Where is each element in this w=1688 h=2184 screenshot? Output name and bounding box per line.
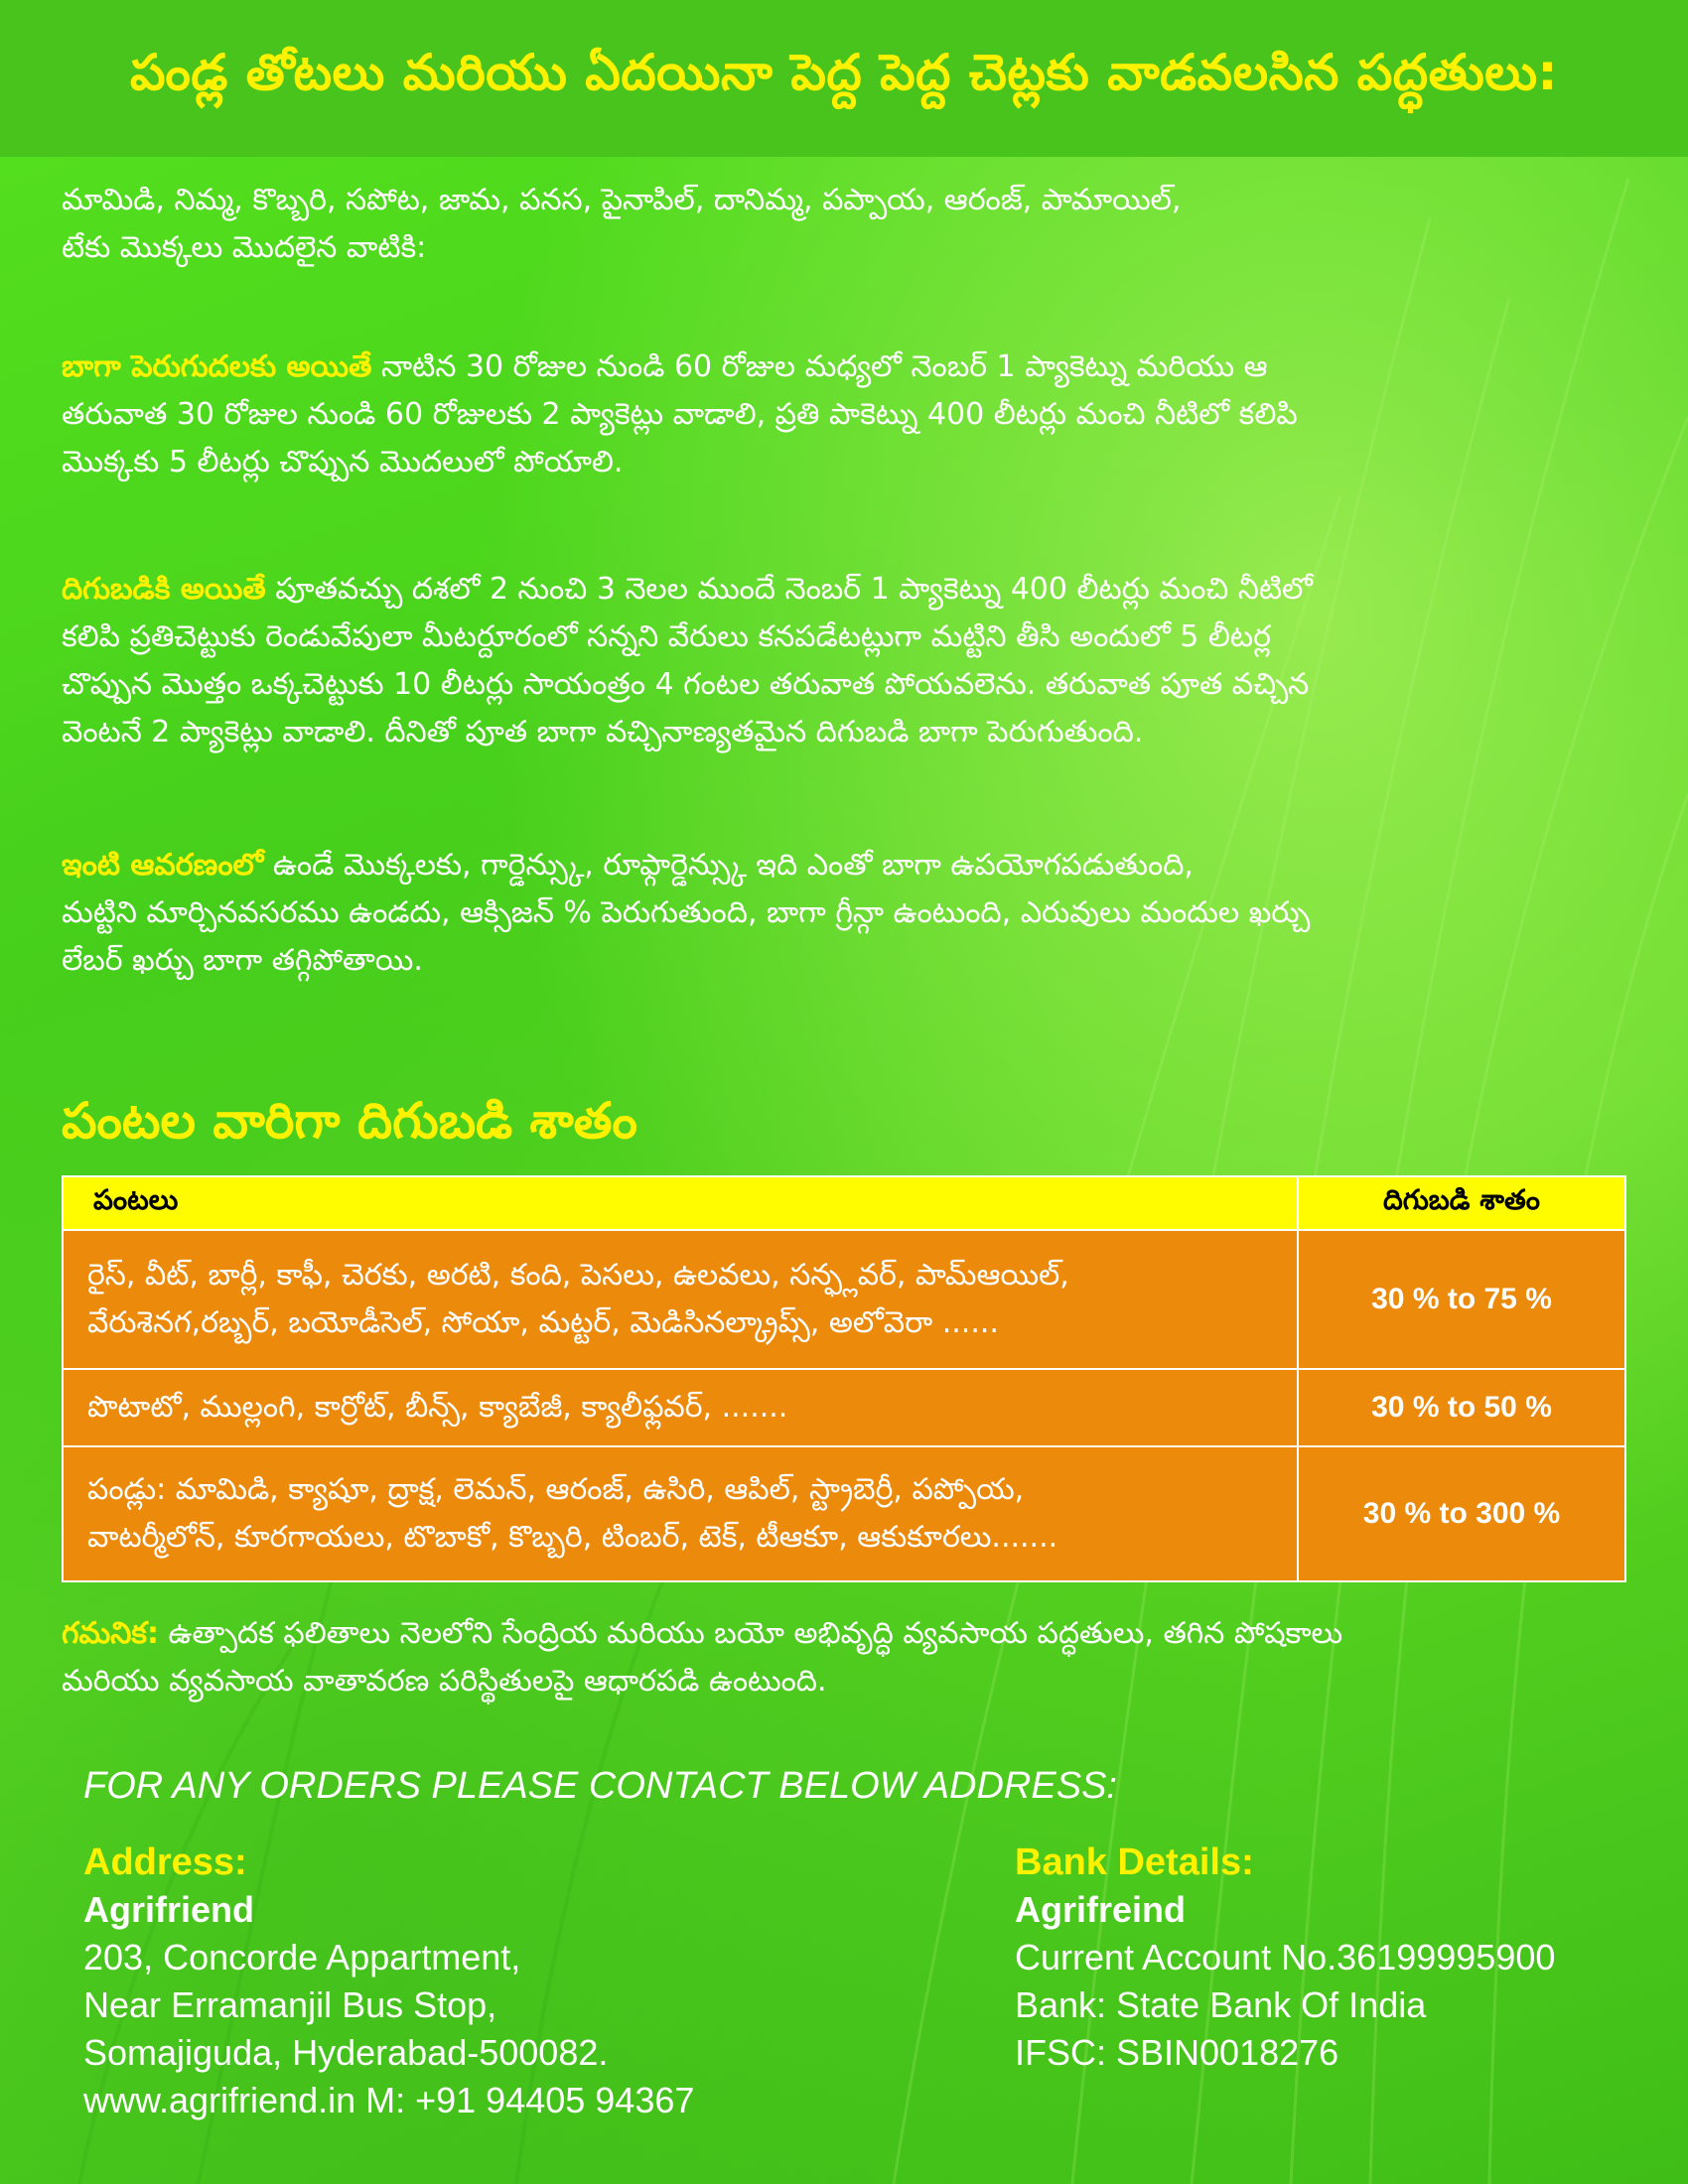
growth-line: నాటిన 30 రోజుల నుండి 60 రోజుల మధ్యలో నెంబర్ 1 ప్యాకెట్ను మరియు ఆ [371, 349, 1268, 384]
note-line: ఉత్పాదక ఫలితాలు నెలలోని సేంద్రియ మరియు బయో అభివృద్ధి వ్యవసాయ పద్ధతులు, తగిన పోషకాలు [158, 1616, 1343, 1651]
home-line: ఉండే మొక్కలకు, గార్డెన్స్కు, రూఫ్గార్డెన్స్కు ఇది ఎంతో బాగా ఉపయోగపడుతుంది, [263, 848, 1194, 883]
bank-line: IFSC: SBIN0018276 [1015, 2032, 1339, 2073]
website-phone: www.agrifriend.in M: +91 94405 94367 [83, 2080, 695, 2120]
growth-line: మొక్కకు 5 లీటర్లు చొప్పున మొదలులో పోయాలి. [62, 445, 624, 479]
yield-percent-cell: 30 % to 300 % [1298, 1446, 1625, 1581]
crops-line: వాటర్మీలోన్, కూరగాయలు, టొబాకో, కొబ్బరి, టింబర్, టెక్, టీఆకూ, ఆకుకూరలు....... [87, 1520, 1058, 1555]
home-paragraph [62, 842, 1650, 985]
crops-cell [63, 1369, 1298, 1446]
address-line: Near Erramanjil Bus Stop, [83, 1984, 497, 2025]
column-header-crops: పంటలు [63, 1176, 1298, 1230]
table-row [63, 1446, 1625, 1581]
crops-line: రైస్, వీట్, బార్లీ, కాఫీ, చెరకు, అరటి, కంది, పెసలు, ఉలవలు, సన్ఫ్లవర్, పామ్ఆయిల్, [87, 1258, 1069, 1293]
contact-heading: FOR ANY ORDERS PLEASE CONTACT BELOW ADDRESS: [83, 1765, 1117, 1807]
address-company: Agrifriend [83, 1889, 255, 1930]
table-header-row [63, 1176, 1625, 1230]
note-label: గమనిక: [62, 1616, 159, 1651]
growth-highlight: బాగా పెరుగుదలకు అయితే [62, 349, 372, 384]
title-bar [0, 0, 1688, 157]
yield-line: పూతవచ్చు దశలో 2 నుంచి 3 నెలల ముందే నెంబర్ 1 ప్యాకెట్ను 400 లీటర్లు మంచి నీటిలో [265, 572, 1313, 607]
address-block [83, 1839, 694, 2124]
yield-line: చొప్పున మొత్తం ఒక్కచెట్టుకు 10 లీటర్లు సాయంత్రం 4 గంటల తరువాత పోయవలెను. తరువాత పూత వచ్చిన [62, 667, 1310, 702]
crops-cell [63, 1446, 1298, 1581]
note-paragraph [62, 1610, 1650, 1706]
crops-line: పండ్లు: మామిడి, క్యాషూ, ద్రాక్ష, లెమన్, ఆరంజ్, ఉసిరి, ఆపిల్, స్ట్రాబెర్రీ, పప్పోయ, [87, 1472, 1025, 1507]
table-row [63, 1230, 1625, 1369]
intro-line: టేకు మొక్కలు మొదలైన వాటికి: [62, 230, 427, 265]
bank-account-name: Agrifreind [1015, 1889, 1187, 1930]
crops-line: వేరుశెనగ,రబ్బర్, బయోడీసెల్, సోయా, మట్టర్, మెడిసినల్క్రాప్స్, అలోవెరా ...... [87, 1305, 999, 1340]
yield-highlight: దిగుబడికి అయితే [62, 572, 266, 607]
home-line: మట్టిని మార్చినవసరము ఉండదు, ఆక్సిజన్ % పెరుగుతుంది, బాగా గ్రీన్గా ఉంటుంది, ఎరువులు మందుల ఖర్చు [62, 895, 1311, 930]
yield-line: వెంటనే 2 ప్యాకెట్లు వాడాలి. దీనితో పూత బాగా వచ్చినాణ్యతమైన దిగుబడి బాగా పెరుగుతుంది. [62, 715, 1144, 750]
page-title: పండ్ల తోటలు మరియు ఏదయినా పెద్ద పెద్ద చెట్లకు వాడవలసిన పద్ధతులు: [129, 43, 1559, 101]
yield-table [62, 1175, 1626, 1582]
intro-paragraph [62, 177, 1650, 272]
address-line: 203, Concorde Appartment, [83, 1937, 521, 1978]
crops-cell [63, 1230, 1298, 1369]
intro-line: మామిడి, నిమ్మ, కొబ్బరి, సపోట, జామ, పనస, పైనాపిల్, దానిమ్మ, పప్పాయ, ఆరంజ్, పామాయిల్, [62, 183, 1182, 217]
address-line: Somajiguda, Hyderabad-500082. [83, 2032, 609, 2073]
bank-line: Current Account No.36199995900 [1015, 1937, 1556, 1978]
crops-line: పొటాటో, ముల్లంగి, కార్రోట్, బీన్స్, క్యాబేజీ, క్యాలీఫ్లవర్, ....... [87, 1390, 788, 1425]
home-line: లేబర్ ఖర్చు బాగా తగ్గిపోతాయి. [62, 943, 423, 978]
yield-paragraph [62, 566, 1650, 756]
bank-block [1015, 1839, 1555, 2077]
yield-percent-cell: 30 % to 50 % [1298, 1369, 1625, 1446]
yield-percent-cell: 30 % to 75 % [1298, 1230, 1625, 1369]
home-highlight: ఇంటి ఆవరణంలో [62, 848, 264, 883]
growth-paragraph [62, 343, 1650, 486]
table-row [63, 1369, 1625, 1446]
address-label: Address: [83, 1842, 247, 1883]
table-title: పంటల వారిగా దిగుబడి శాతం [62, 1092, 637, 1150]
growth-line: తరువాత 30 రోజుల నుండి 60 రోజులకు 2 ప్యాకెట్లు వాడాలి, ప్రతి పాకెట్ను 400 లీటర్లు మంచి నీటిలో కలిపి [62, 397, 1298, 432]
bank-label: Bank Details: [1015, 1842, 1254, 1883]
column-header-yield-percent: దిగుబడి శాతం [1298, 1176, 1625, 1230]
yield-line: కలిపి ప్రతిచెట్టుకు రెండువేపులా మీటర్దూరంలో సన్నని వేరులు కనపడేటట్లుగా మట్టిని తీసి అందులో 5 లీటర్ల [62, 619, 1271, 654]
note-line: మరియు వ్యవసాయ వాతావరణ పరిస్థితులపై ఆధారపడి ఉంటుంది. [62, 1664, 827, 1699]
bank-line: Bank: State Bank Of India [1015, 1984, 1427, 2025]
